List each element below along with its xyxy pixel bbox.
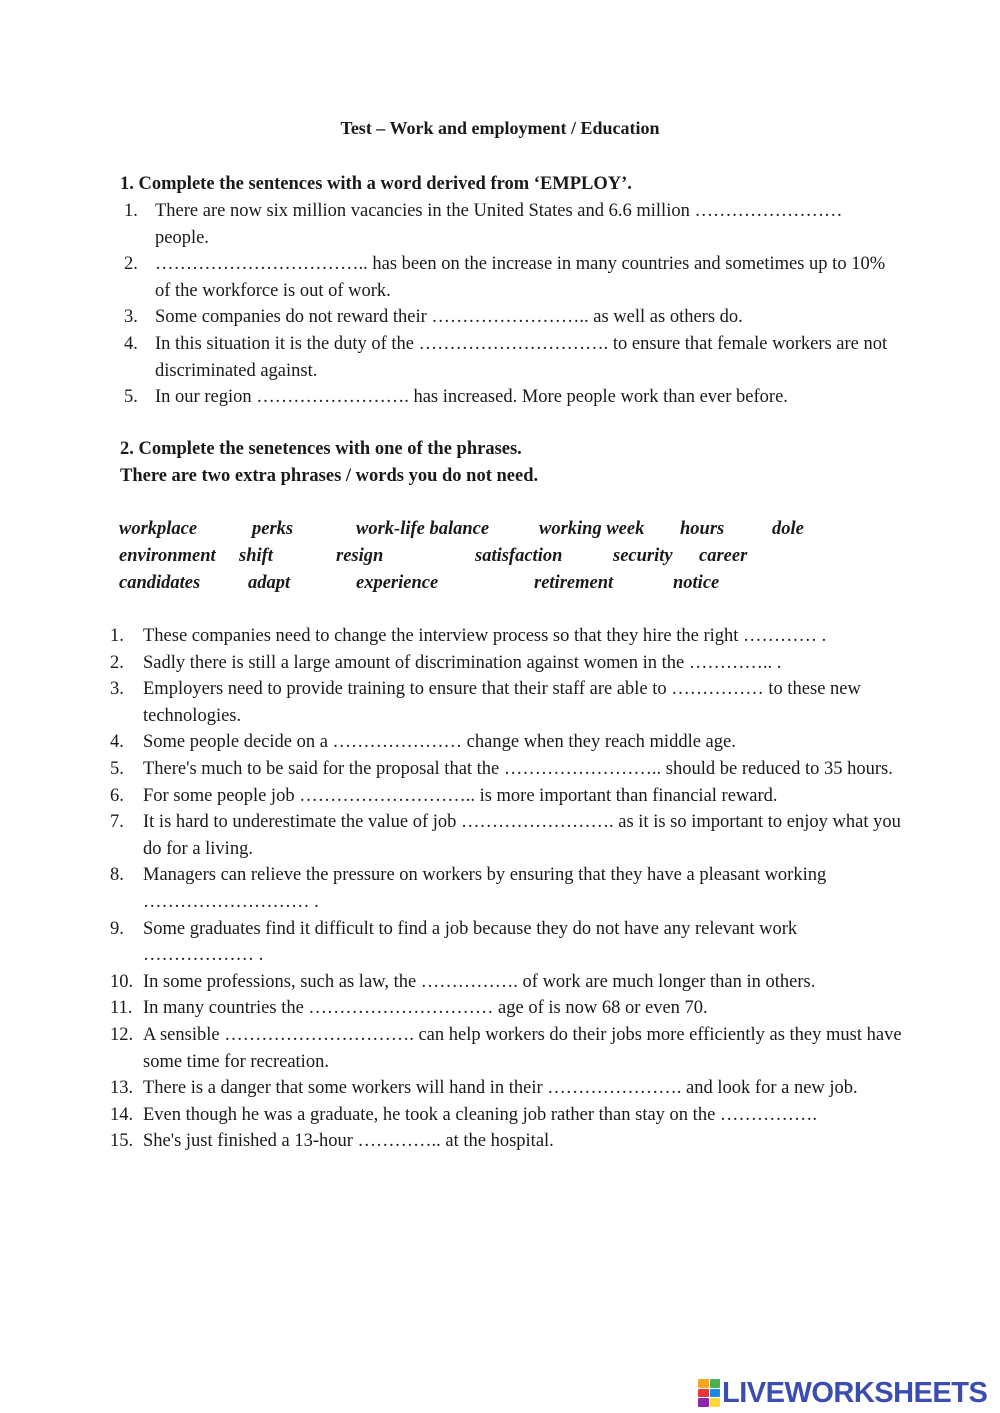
word-bank-word: dole bbox=[772, 519, 804, 539]
item-number: 5. bbox=[124, 387, 138, 408]
logo-block bbox=[698, 1389, 709, 1398]
word-bank-word: hours bbox=[680, 519, 725, 539]
item-text: In many countries the ………………………… age of is now 68 or even 70. bbox=[143, 998, 708, 1019]
item-text: For some people job ……………………….. is more important than financial reward. bbox=[143, 785, 778, 806]
item-number: 4. bbox=[110, 732, 124, 753]
section1-heading: 1. Complete the sentences with a word derived from ‘EMPLOY’. bbox=[120, 174, 632, 194]
section2-item bbox=[110, 729, 903, 756]
item-number: 1. bbox=[124, 201, 138, 221]
section2-item bbox=[110, 650, 903, 677]
item-text: Some graduates find it difficult to find a job because they do not have any relevant work ……………… . bbox=[143, 918, 798, 966]
word-bank-word: perks bbox=[252, 519, 294, 539]
word-bank-word: retirement bbox=[534, 573, 614, 593]
item-number: 13. bbox=[110, 1078, 134, 1099]
item-text: These companies need to change the interview process so that they hire the right ………… . bbox=[143, 626, 827, 646]
item-number: 8. bbox=[110, 865, 124, 886]
item-number: 3. bbox=[124, 307, 138, 328]
section1-item bbox=[124, 304, 895, 331]
logo-block bbox=[710, 1398, 721, 1407]
section1-item bbox=[124, 331, 895, 384]
item-text: …………………………….. has been on the increase in many countries and sometimes up to 10% of the workforce is out of work. bbox=[155, 254, 886, 301]
section2-item bbox=[110, 862, 903, 915]
section2-item bbox=[110, 916, 903, 969]
section2-heading bbox=[120, 436, 538, 490]
section2-item bbox=[110, 756, 903, 783]
logo-block bbox=[710, 1379, 721, 1388]
section2-item bbox=[110, 809, 903, 862]
word-bank-row bbox=[119, 570, 899, 597]
word-bank-word: working week bbox=[539, 519, 645, 539]
section1-item bbox=[124, 251, 895, 304]
item-number: 10. bbox=[110, 971, 134, 992]
section2-item bbox=[110, 783, 903, 810]
item-text: In some professions, such as law, the ……………. of work are much longer than in others. bbox=[143, 971, 816, 992]
logo-text: LIVEWORKSHEETS bbox=[722, 1377, 988, 1409]
item-text: In our region ……………………. has increased. More people work than ever before. bbox=[155, 387, 788, 408]
section2-item bbox=[110, 1022, 903, 1075]
logo-block bbox=[698, 1379, 709, 1388]
item-number: 6. bbox=[110, 785, 124, 806]
section2-item bbox=[110, 969, 903, 996]
word-bank-word: adapt bbox=[248, 573, 291, 593]
liveworksheets-logo-icon bbox=[698, 1379, 720, 1407]
item-text: She's just finished a 13-hour ………….. at the hospital. bbox=[143, 1131, 554, 1152]
section1-item bbox=[124, 384, 895, 411]
item-number: 12. bbox=[110, 1024, 134, 1045]
item-text: A sensible …………………………. can help workers do their jobs more efficiently as they must have some time for recreation. bbox=[143, 1024, 902, 1072]
item-number: 15. bbox=[110, 1131, 134, 1152]
section2-heading-line1: 2. Complete the senetences with one of the phrases. bbox=[120, 439, 522, 459]
section2-item bbox=[110, 1075, 903, 1102]
logo-block bbox=[698, 1398, 709, 1407]
item-number: 2. bbox=[124, 254, 138, 275]
word-bank-word: notice bbox=[673, 573, 720, 593]
item-text: Employers need to provide training to ensure that their staff are able to …………… to these new technologies. bbox=[143, 679, 861, 726]
item-text: There is a danger that some workers will hand in their …………………. and look for a new job. bbox=[143, 1078, 858, 1099]
logo-block bbox=[710, 1389, 721, 1398]
word-bank bbox=[119, 516, 899, 597]
word-bank-word: workplace bbox=[119, 519, 198, 539]
item-number: 7. bbox=[110, 812, 124, 833]
item-text: Some companies do not reward their …………………….. as well as others do. bbox=[155, 307, 743, 328]
word-bank-word: candidates bbox=[119, 573, 201, 593]
item-number: 5. bbox=[110, 758, 124, 779]
item-number: 1. bbox=[110, 626, 124, 646]
section2-item bbox=[110, 676, 903, 729]
liveworksheets-logo[interactable] bbox=[698, 1378, 987, 1408]
section2-heading-line2: There are two extra phrases / words you do not need. bbox=[120, 466, 539, 486]
item-number: 3. bbox=[110, 679, 124, 700]
item-number: 14. bbox=[110, 1104, 134, 1125]
word-bank-row bbox=[119, 516, 899, 543]
section2-item bbox=[110, 623, 903, 650]
item-text: In this situation it is the duty of the …………………………. to ensure that female workers are not discriminated against. bbox=[155, 333, 888, 381]
word-bank-word: security bbox=[613, 546, 673, 566]
section2-item bbox=[110, 1102, 903, 1129]
item-number: 4. bbox=[124, 333, 138, 354]
item-number: 2. bbox=[110, 652, 124, 673]
word-bank-word: career bbox=[699, 546, 748, 566]
page-title: Test – Work and employment / Education bbox=[340, 118, 660, 138]
word-bank-row bbox=[119, 543, 899, 570]
word-bank-word: satisfaction bbox=[475, 546, 563, 566]
section1-item bbox=[124, 198, 895, 251]
item-text: There's much to be said for the proposal that the …………………….. should be reduced to 35 hours. bbox=[143, 758, 893, 779]
section2-list bbox=[110, 623, 903, 1155]
item-text: Some people decide on a ………………… change when they reach middle age. bbox=[143, 732, 736, 753]
word-bank-word: resign bbox=[336, 546, 384, 566]
section1-list bbox=[124, 198, 895, 411]
item-number: 9. bbox=[110, 918, 124, 939]
item-text: Even though he was a graduate, he took a cleaning job rather than stay on the ……………. bbox=[143, 1104, 818, 1125]
section2-item bbox=[110, 995, 903, 1022]
item-text: It is hard to underestimate the value of job ……………………. as it is so important to enjoy what you do for a living. bbox=[143, 812, 901, 859]
item-number: 11. bbox=[110, 998, 133, 1019]
word-bank-word: work-life balance bbox=[356, 519, 490, 539]
word-bank-word: shift bbox=[239, 546, 273, 566]
item-text: There are now six million vacancies in the United States and 6.6 million …………………… people. bbox=[155, 201, 843, 248]
item-text: Managers can relieve the pressure on workers by ensuring that they have a pleasant working ……………………… . bbox=[143, 865, 827, 912]
word-bank-word: environment bbox=[119, 546, 216, 566]
word-bank-word: experience bbox=[356, 573, 439, 593]
section2-item bbox=[110, 1128, 903, 1155]
item-text: Sadly there is still a large amount of discrimination against women in the ………….. . bbox=[143, 652, 782, 673]
